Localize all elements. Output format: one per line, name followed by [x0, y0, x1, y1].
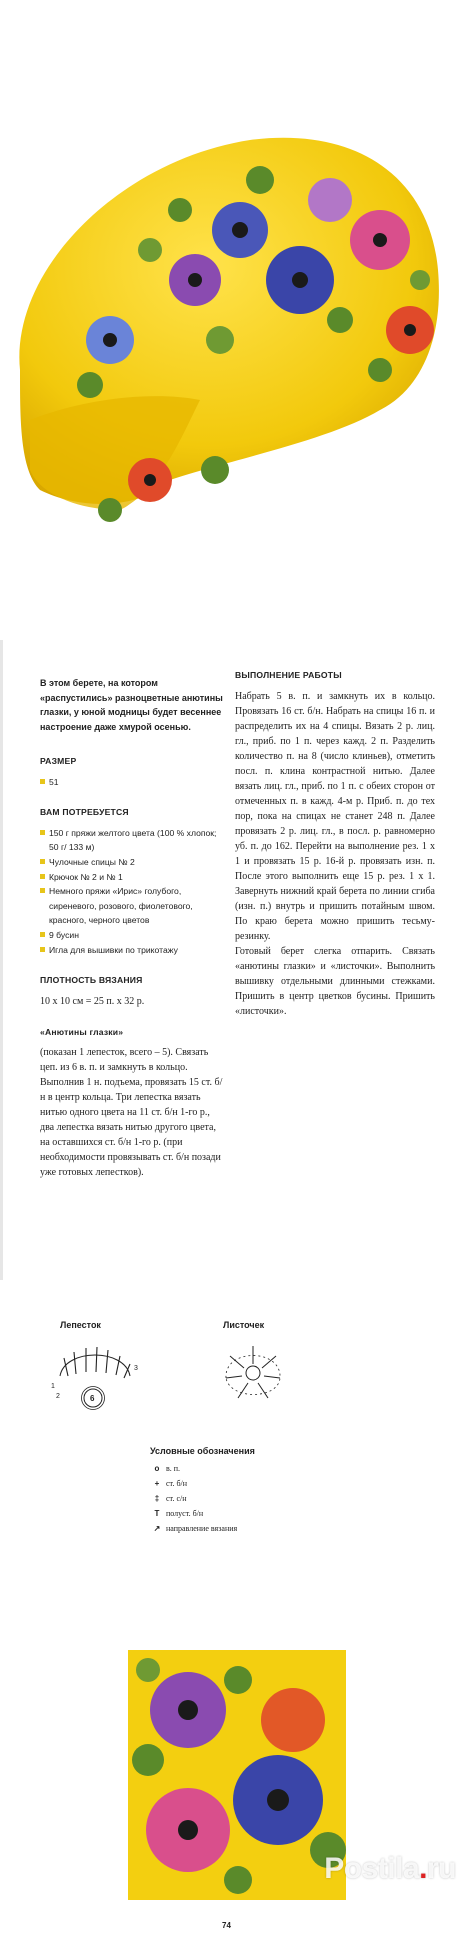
density-section: [40, 973, 225, 1009]
material-item: 150 г пряжи желтого цвета (100 % хлопок; 50 г/ 133 м): [40, 826, 225, 855]
size-value: 51: [40, 775, 225, 790]
bullet-icon: [40, 947, 45, 952]
page-number: 74: [222, 1921, 231, 1930]
material-item: Немного пряжи «Ирис» голубого, сиреневого, розового, фиолетового, красного, черного цветов: [40, 884, 225, 928]
material-item: Чулочные спицы № 2: [40, 855, 225, 870]
double-crochet-icon: ‡: [154, 1494, 160, 1503]
right-column: [235, 668, 435, 1019]
single-crochet-icon: +: [154, 1479, 160, 1488]
watermark: Postila.ru: [324, 1852, 456, 1885]
work-text: Набрать 5 в. п. и замкнуть их в кольцо. Провязать 16 ст. б/н. Набрать на спицы 16 п. и распределить их на 4 спицы. Вязать 2 р. лиц. гл., приб. по 1 п. через кажд. 2 п. Разделить количество п. на 8 (число клиньев), отметить посл. п. клина контрастной нитью. Далее вязать лиц. гл., приб. по 1 п. с обеих сторон от отмеченных п. в кажд. 4-м р. Приб. п. до тех пор, пока на спицах не станет 248 п. Далее провязать 2 р. лиц. гл., в посл. р. равномерно уб. п. до 162. Перейти на выполнение рез. 1 х 1 и провязать 15 р. 16-й р. провязать изн. п. После этого выполнить еще 15 р. рез. 1 х 1. Завернуть нижний край берета по линии сгиба (изн. п.) внутрь и пришить потайным швом. По краю берета можно пришить тесьму-резинку.: [235, 690, 435, 942]
size-section: [40, 754, 225, 789]
row-number-1: 1: [51, 1383, 55, 1390]
materials-heading: ВАМ ПОТРЕБУЕТСЯ: [40, 807, 129, 818]
bullet-icon: [40, 859, 45, 864]
pansies-section: [40, 1025, 225, 1181]
legend-item: T полуст. б/н: [150, 1509, 203, 1518]
density-heading: ПЛОТНОСТЬ ВЯЗАНИЯ: [40, 975, 143, 986]
bullet-icon: [40, 830, 45, 835]
page-edge-divider: [0, 640, 3, 1280]
bullet-icon: [40, 888, 45, 893]
work-heading: ВЫПОЛНЕНИЕ РАБОТЫ: [235, 670, 342, 680]
work-text-finish: Готовый берет слегка отпарить. Связать «анютины глазки» и «листочки». Выполнить вышивку отдельными длинными стежками. Пришить в центр цветков бусины. Пришить «листочки».: [235, 945, 435, 1017]
beret-photo: [0, 40, 460, 570]
density-value: 10 х 10 см = 25 п. х 32 р.: [40, 995, 145, 1007]
pansies-heading: «Анютины глазки»: [40, 1026, 124, 1037]
chain-stitch-icon: o: [154, 1464, 160, 1473]
flower-detail-photo: [128, 1650, 346, 1900]
direction-arrow-icon: ↗: [153, 1524, 161, 1533]
legend-item: o в. п.: [150, 1464, 180, 1473]
left-column: [40, 676, 225, 1196]
material-item: Крючок № 2 и № 1: [40, 870, 225, 885]
pansies-text: (показан 1 лепесток, всего – 5). Связать цеп. из 6 в. п. и замкнуть в кольцо. Выполнив 1 н. подъема, провязать 15 ст. б/н в центр кольца. Три лепестка вязать нитью одного цвета на 11 ст. б/н 1-го р., два лепестка вязать нитью другого цвета, на оставшихся ст. б/н 1-го р. (при необходимости провязывать ст. б/н позади уже готовых лепестков).: [40, 1047, 223, 1179]
bullet-icon: [40, 874, 45, 879]
materials-section: [40, 805, 225, 957]
ring-count: 6: [90, 1394, 95, 1403]
legend-title: Условные обозначения: [150, 1446, 255, 1456]
petal-label: Лепесток: [60, 1320, 101, 1330]
leaf-label: Листочек: [223, 1320, 265, 1330]
row-number-3: 3: [134, 1365, 138, 1372]
size-heading: РАЗМЕР: [40, 756, 77, 766]
bullet-icon: [40, 932, 45, 937]
legend-item: ↗ направление вязания: [150, 1524, 237, 1533]
petal-diagram: [50, 1336, 140, 1416]
material-item: 9 бусин: [40, 928, 225, 943]
material-item: Игла для вышивки по трикотажу: [40, 943, 225, 958]
row-number-2: 2: [56, 1393, 60, 1400]
intro-text: В этом берете, на котором «распустились» разноцветные анютины глазки, у юной модницы будет весеннее настроение даже хмурой осенью.: [40, 678, 223, 732]
half-double-crochet-icon: T: [154, 1509, 160, 1518]
bullet-icon: [40, 779, 45, 784]
legend-item: + ст. б/н: [150, 1479, 187, 1488]
leaf-diagram: [218, 1338, 288, 1408]
legend-item: ‡ ст. с/н: [150, 1494, 187, 1503]
